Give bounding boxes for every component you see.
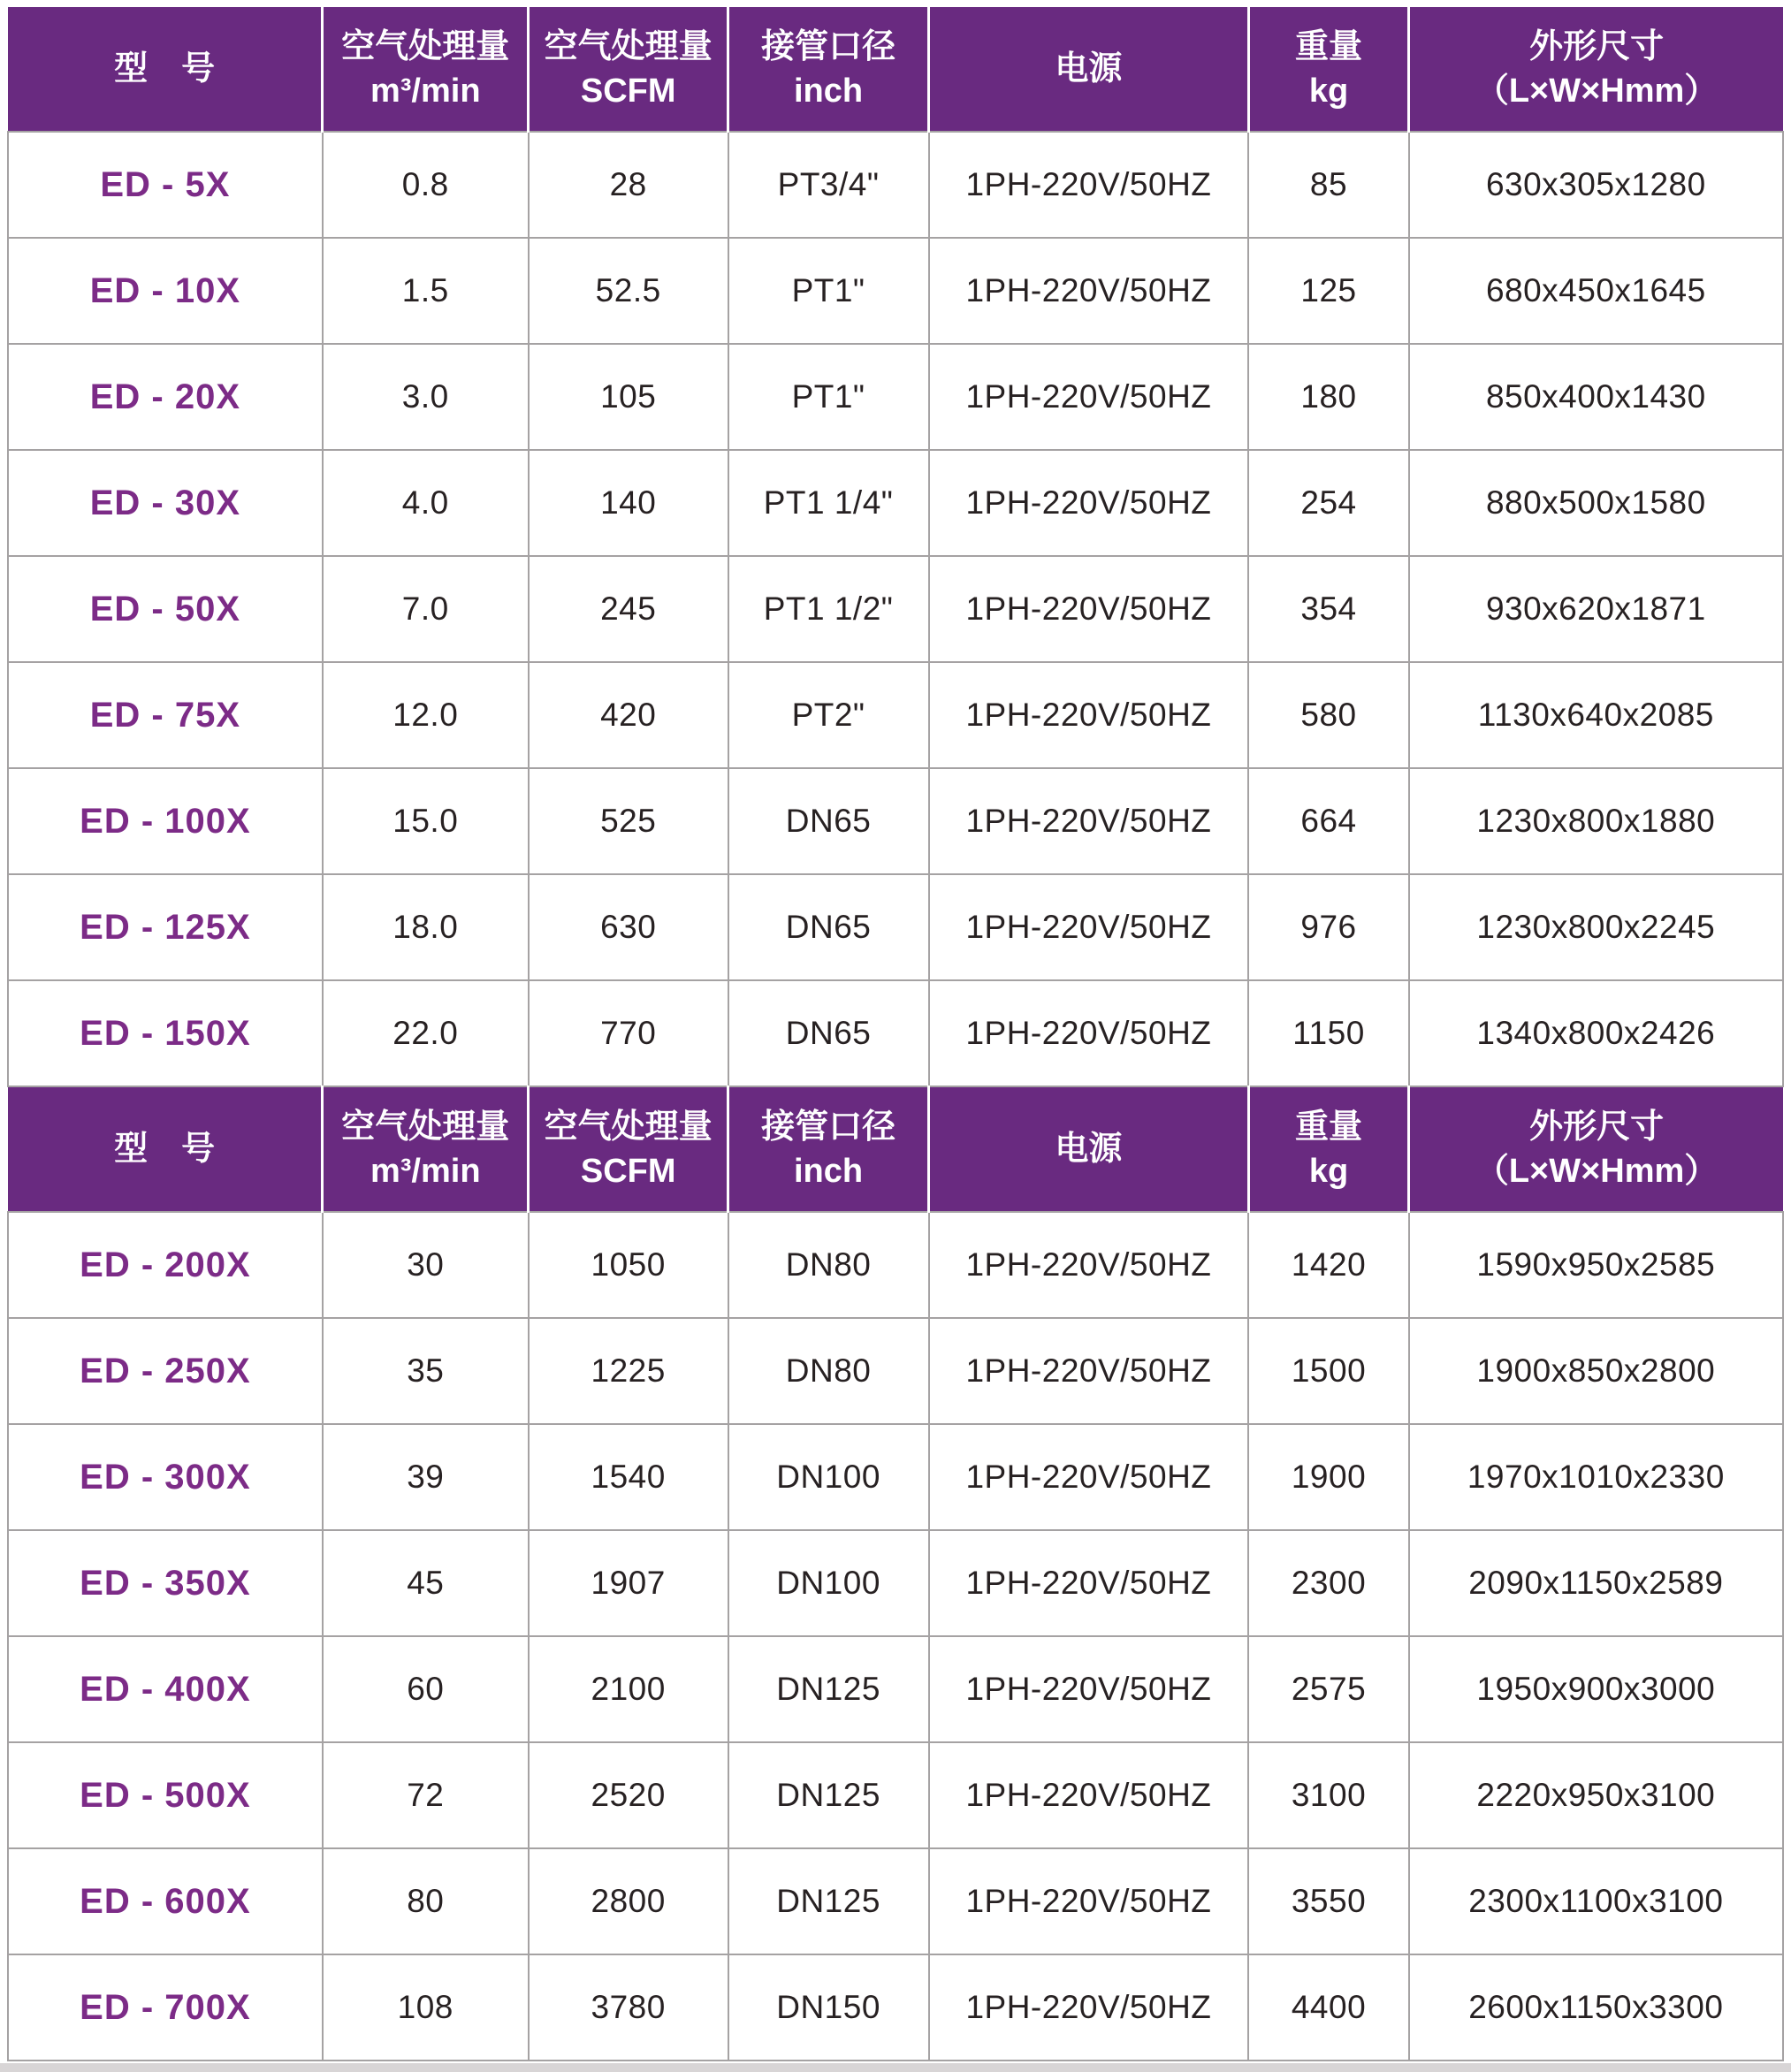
data-cell-3: PT1 1/2"	[728, 556, 929, 662]
header-line2: inch	[794, 72, 864, 110]
table-row	[8, 556, 1783, 662]
data-cell-3: DN65	[728, 980, 929, 1086]
table-bottom-shadow	[0, 2063, 1791, 2072]
data-cell-5: 354	[1248, 556, 1408, 662]
data-cell-2: 2100	[529, 1636, 728, 1742]
table-row	[8, 1318, 1783, 1424]
data-cell-6: 1130x640x2085	[1409, 662, 1783, 768]
data-cell-2: 1540	[529, 1424, 728, 1530]
model-cell: ED - 30X	[8, 450, 323, 556]
data-cell-5: 85	[1248, 132, 1408, 238]
data-cell-2: 105	[529, 344, 728, 450]
data-cell-1: 0.8	[323, 132, 529, 238]
header-cell-0	[8, 7, 323, 132]
model-cell: ED - 600X	[8, 1848, 323, 1954]
data-cell-2: 28	[529, 132, 728, 238]
header-cell-0	[8, 1086, 323, 1212]
model-cell: ED - 350X	[8, 1530, 323, 1636]
data-cell-1: 60	[323, 1636, 529, 1742]
header-line1: 空气处理量	[341, 1108, 510, 1146]
section-header-row	[8, 1086, 1783, 1212]
data-cell-4: 1PH-220V/50HZ	[929, 238, 1249, 344]
data-cell-3: DN65	[728, 874, 929, 980]
data-cell-3: DN125	[728, 1848, 929, 1954]
data-cell-5: 1500	[1248, 1318, 1408, 1424]
data-cell-1: 72	[323, 1742, 529, 1848]
data-cell-3: DN125	[728, 1636, 929, 1742]
model-cell: ED - 200X	[8, 1212, 323, 1318]
data-cell-4: 1PH-220V/50HZ	[929, 1848, 1249, 1954]
data-cell-6: 680x450x1645	[1409, 238, 1783, 344]
header-line2: （L×W×Hmm）	[1475, 1153, 1719, 1190]
data-cell-2: 245	[529, 556, 728, 662]
data-cell-6: 850x400x1430	[1409, 344, 1783, 450]
header-cell-5	[1248, 7, 1408, 132]
table-row	[8, 238, 1783, 344]
header-line1: 接管口径	[761, 1108, 896, 1146]
data-cell-2: 630	[529, 874, 728, 980]
header-line1: 电源	[1055, 1130, 1123, 1168]
model-cell: ED - 500X	[8, 1742, 323, 1848]
model-cell: ED - 150X	[8, 980, 323, 1086]
data-cell-4: 1PH-220V/50HZ	[929, 556, 1249, 662]
header-cell-4	[929, 7, 1249, 132]
data-cell-5: 4400	[1248, 1954, 1408, 2061]
model-cell: ED - 20X	[8, 344, 323, 450]
table-row	[8, 768, 1783, 874]
data-cell-4: 1PH-220V/50HZ	[929, 874, 1249, 980]
section-1	[8, 1086, 1783, 2061]
data-cell-6: 1340x800x2426	[1409, 980, 1783, 1086]
data-cell-6: 2300x1100x3100	[1409, 1848, 1783, 1954]
data-cell-6: 2220x950x3100	[1409, 1742, 1783, 1848]
model-cell: ED - 400X	[8, 1636, 323, 1742]
data-cell-5: 180	[1248, 344, 1408, 450]
data-cell-3: DN80	[728, 1318, 929, 1424]
data-cell-2: 525	[529, 768, 728, 874]
data-cell-1: 80	[323, 1848, 529, 1954]
data-cell-6: 1900x850x2800	[1409, 1318, 1783, 1424]
data-cell-2: 770	[529, 980, 728, 1086]
data-cell-6: 1230x800x1880	[1409, 768, 1783, 874]
header-line2: kg	[1308, 1153, 1349, 1190]
data-cell-2: 3780	[529, 1954, 728, 2061]
header-cell-3	[728, 1086, 929, 1212]
data-cell-6: 1970x1010x2330	[1409, 1424, 1783, 1530]
header-line1: 空气处理量	[341, 27, 510, 65]
data-cell-4: 1PH-220V/50HZ	[929, 1954, 1249, 2061]
table-row	[8, 1742, 1783, 1848]
data-cell-5: 1150	[1248, 980, 1408, 1086]
model-cell: ED - 75X	[8, 662, 323, 768]
model-cell: ED - 300X	[8, 1424, 323, 1530]
data-cell-6: 1950x900x3000	[1409, 1636, 1783, 1742]
data-cell-5: 3100	[1248, 1742, 1408, 1848]
table-row	[8, 1530, 1783, 1636]
header-line1: 重量	[1294, 27, 1362, 65]
data-cell-4: 1PH-220V/50HZ	[929, 1318, 1249, 1424]
data-cell-2: 2800	[529, 1848, 728, 1954]
header-line2: inch	[794, 1153, 864, 1190]
data-cell-6: 2600x1150x3300	[1409, 1954, 1783, 2061]
data-cell-3: PT3/4"	[728, 132, 929, 238]
data-cell-5: 2575	[1248, 1636, 1408, 1742]
data-cell-1: 39	[323, 1424, 529, 1530]
data-cell-3: PT1"	[728, 344, 929, 450]
table-row	[8, 1954, 1783, 2061]
data-cell-6: 1590x950x2585	[1409, 1212, 1783, 1318]
data-cell-6: 930x620x1871	[1409, 556, 1783, 662]
header-cell-6	[1409, 1086, 1783, 1212]
header-cell-1	[323, 7, 529, 132]
header-line1: 型 号	[114, 1130, 216, 1168]
data-cell-6: 2090x1150x2589	[1409, 1530, 1783, 1636]
header-line1: 外形尺寸	[1529, 1108, 1665, 1146]
table-row	[8, 1424, 1783, 1530]
data-cell-1: 4.0	[323, 450, 529, 556]
data-cell-5: 1420	[1248, 1212, 1408, 1318]
data-cell-1: 35	[323, 1318, 529, 1424]
header-cell-3	[728, 7, 929, 132]
header-line2: （L×W×Hmm）	[1475, 72, 1719, 110]
data-cell-1: 45	[323, 1530, 529, 1636]
table-row	[8, 344, 1783, 450]
header-cell-2	[529, 1086, 728, 1212]
data-cell-5: 976	[1248, 874, 1408, 980]
data-cell-2: 2520	[529, 1742, 728, 1848]
data-cell-6: 880x500x1580	[1409, 450, 1783, 556]
header-line1: 电源	[1055, 50, 1123, 88]
data-cell-4: 1PH-220V/50HZ	[929, 1212, 1249, 1318]
spec-table	[7, 7, 1784, 2061]
data-cell-2: 1225	[529, 1318, 728, 1424]
data-cell-6: 1230x800x2245	[1409, 874, 1783, 980]
data-cell-4: 1PH-220V/50HZ	[929, 980, 1249, 1086]
data-cell-1: 18.0	[323, 874, 529, 980]
data-cell-5: 125	[1248, 238, 1408, 344]
header-line2: m³/min	[370, 72, 481, 110]
data-cell-3: PT1 1/4"	[728, 450, 929, 556]
data-cell-4: 1PH-220V/50HZ	[929, 1742, 1249, 1848]
data-cell-3: DN150	[728, 1954, 929, 2061]
data-cell-5: 254	[1248, 450, 1408, 556]
data-cell-5: 1900	[1248, 1424, 1408, 1530]
table-row	[8, 450, 1783, 556]
data-cell-1: 22.0	[323, 980, 529, 1086]
section-header-row	[8, 7, 1783, 132]
model-cell: ED - 10X	[8, 238, 323, 344]
data-cell-1: 1.5	[323, 238, 529, 344]
header-cell-2	[529, 7, 728, 132]
data-cell-2: 52.5	[529, 238, 728, 344]
table-row	[8, 1212, 1783, 1318]
header-line1: 型 号	[114, 50, 216, 88]
header-line2: m³/min	[370, 1153, 481, 1190]
data-cell-1: 108	[323, 1954, 529, 2061]
data-cell-2: 1907	[529, 1530, 728, 1636]
header-cell-1	[323, 1086, 529, 1212]
table-row	[8, 874, 1783, 980]
header-line2: SCFM	[580, 72, 676, 110]
data-cell-4: 1PH-220V/50HZ	[929, 450, 1249, 556]
data-cell-2: 140	[529, 450, 728, 556]
table-row	[8, 1848, 1783, 1954]
data-cell-1: 12.0	[323, 662, 529, 768]
data-cell-5: 3550	[1248, 1848, 1408, 1954]
data-cell-2: 1050	[529, 1212, 728, 1318]
data-cell-4: 1PH-220V/50HZ	[929, 1424, 1249, 1530]
model-cell: ED - 100X	[8, 768, 323, 874]
header-line1: 接管口径	[761, 27, 896, 65]
model-cell: ED - 250X	[8, 1318, 323, 1424]
header-line2: kg	[1308, 72, 1349, 110]
data-cell-2: 420	[529, 662, 728, 768]
table-row	[8, 980, 1783, 1086]
table-row	[8, 1636, 1783, 1742]
data-cell-4: 1PH-220V/50HZ	[929, 662, 1249, 768]
header-line2: SCFM	[580, 1153, 676, 1190]
data-cell-3: DN100	[728, 1530, 929, 1636]
data-cell-1: 15.0	[323, 768, 529, 874]
data-cell-3: DN65	[728, 768, 929, 874]
data-cell-1: 30	[323, 1212, 529, 1318]
header-line1: 重量	[1294, 1108, 1362, 1146]
data-cell-3: PT1"	[728, 238, 929, 344]
header-cell-6	[1409, 7, 1783, 132]
model-cell: ED - 50X	[8, 556, 323, 662]
data-cell-4: 1PH-220V/50HZ	[929, 344, 1249, 450]
data-cell-3: DN125	[728, 1742, 929, 1848]
section-0	[8, 7, 1783, 1086]
data-cell-3: DN80	[728, 1212, 929, 1318]
table-row	[8, 132, 1783, 238]
table-row	[8, 662, 1783, 768]
model-cell: ED - 5X	[8, 132, 323, 238]
data-cell-4: 1PH-220V/50HZ	[929, 1530, 1249, 1636]
data-cell-6: 630x305x1280	[1409, 132, 1783, 238]
data-cell-3: PT2"	[728, 662, 929, 768]
header-cell-4	[929, 1086, 1249, 1212]
data-cell-1: 7.0	[323, 556, 529, 662]
header-line1: 外形尺寸	[1529, 27, 1665, 65]
header-line1: 空气处理量	[544, 1108, 713, 1146]
header-cell-5	[1248, 1086, 1408, 1212]
data-cell-5: 580	[1248, 662, 1408, 768]
data-cell-4: 1PH-220V/50HZ	[929, 1636, 1249, 1742]
header-line1: 空气处理量	[544, 27, 713, 65]
data-cell-5: 2300	[1248, 1530, 1408, 1636]
data-cell-5: 664	[1248, 768, 1408, 874]
model-cell: ED - 125X	[8, 874, 323, 980]
data-cell-4: 1PH-220V/50HZ	[929, 132, 1249, 238]
data-cell-1: 3.0	[323, 344, 529, 450]
data-cell-4: 1PH-220V/50HZ	[929, 768, 1249, 874]
model-cell: ED - 700X	[8, 1954, 323, 2061]
data-cell-3: DN100	[728, 1424, 929, 1530]
